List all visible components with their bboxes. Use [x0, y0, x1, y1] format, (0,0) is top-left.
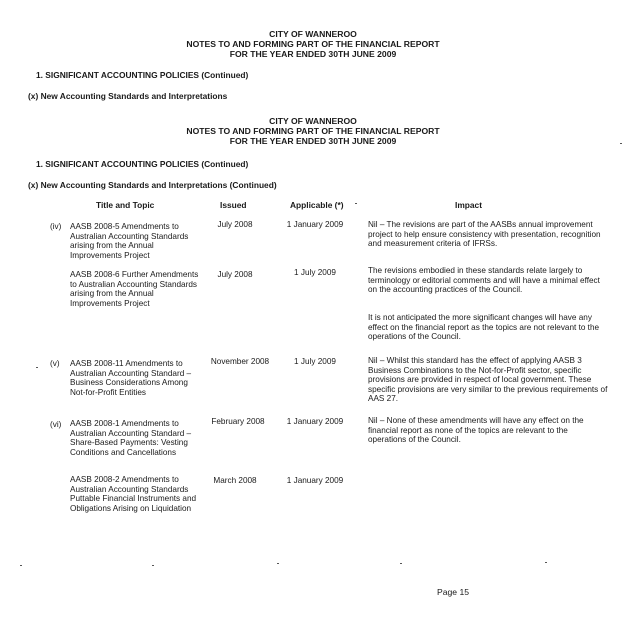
scan-speck	[620, 143, 622, 144]
row-applicable: 1 July 2009	[294, 357, 336, 366]
section-heading-1: 1. SIGNIFICANT ACCOUNTING POLICIES (Continued)	[36, 70, 249, 80]
section-subheading-2: (x) New Accounting Standards and Interpretations (Continued)	[28, 180, 277, 190]
page-header-2	[0, 116, 626, 146]
header-subtitle: NOTES TO AND FORMING PART OF THE FINANCIAL REPORT	[186, 126, 440, 136]
row-title: AASB 2008-1 Amendments to Australian Accounting Standard – Share-Based Payments: Vesting Conditions and Cancellations	[70, 419, 192, 457]
section-subheading-1: (x) New Accounting Standards and Interpretations	[28, 91, 228, 101]
scan-speck	[36, 367, 38, 368]
scan-speck	[545, 562, 547, 563]
row-impact: Nil – Whilst this standard has the effect of applying AASB 3 Business Combinations to the Not-for-Profit sector, specific provisions are provided in respect of local government. These specific provisions are very similar to the previous requirements of AAS 27.	[368, 356, 608, 404]
section-heading-2: 1. SIGNIFICANT ACCOUNTING POLICIES (Continued)	[36, 159, 249, 169]
row-impact: Nil – The revisions are part of the AASBs annual improvement project to help ensure consistency with presentation, recognition and measurement criteria of IFRSs.	[368, 220, 601, 249]
row-applicable: 1 January 2009	[286, 417, 344, 426]
header-subtitle: NOTES TO AND FORMING PART OF THE FINANCIAL REPORT	[186, 39, 440, 49]
scan-speck	[152, 565, 154, 566]
row-impact-note: It is not anticipated the more significant changes will have any effect on the financial report as the topics are not relevant to the operations of the Council.	[368, 313, 600, 342]
column-header-applicable: Applicable (*)	[290, 200, 344, 210]
scan-speck	[20, 565, 22, 566]
row-number: (v)	[50, 359, 60, 368]
column-header-title: Title and Topic	[96, 200, 155, 210]
header-period: FOR THE YEAR ENDED 30TH JUNE 2009	[229, 49, 397, 59]
row-issued: February 2008	[211, 417, 265, 426]
header-period: FOR THE YEAR ENDED 30TH JUNE 2009	[229, 136, 397, 146]
row-applicable: 1 July 2009	[294, 268, 336, 277]
header-title: CITY OF WANNEROO	[269, 116, 357, 126]
row-number: (vi)	[50, 420, 62, 429]
row-issued: March 2008	[213, 476, 257, 485]
row-title: AASB 2008-5 Amendments to Australian Accounting Standards arising from the Annual Improvements Project	[70, 222, 189, 260]
row-issued: November 2008	[210, 357, 270, 366]
row-applicable: 1 January 2009	[286, 220, 344, 229]
column-header-issued: Issued	[220, 200, 247, 210]
row-impact: The revisions embodied in these standards relate largely to terminology or editorial comments and will have a minimal effect on the accounting practices of the Council.	[368, 266, 600, 295]
row-issued: July 2008	[217, 220, 253, 229]
row-title: AASB 2008-6 Further Amendments to Australian Accounting Standards arising from the Annual Improvements Project	[70, 270, 199, 308]
row-issued: July 2008	[217, 270, 253, 279]
scan-speck	[400, 563, 402, 564]
row-impact: Nil – None of these amendments will have any effect on the financial report as none of the topics are relevant to the operations of the Council.	[368, 416, 584, 445]
scan-speck	[355, 203, 357, 204]
scan-speck	[277, 563, 279, 564]
row-title: AASB 2008-2 Amendments to Australian Accounting Standards Puttable Financial Instruments and Obligations Arising on Liquidation	[70, 475, 197, 513]
row-applicable: 1 January 2009	[286, 476, 344, 485]
page-header-1	[0, 29, 626, 59]
page-number: Page 15	[437, 587, 470, 597]
column-header-impact: Impact	[455, 200, 482, 210]
row-title: AASB 2008-11 Amendments to Australian Accounting Standard – Business Considerations Among Not-for-Profit Entities	[70, 359, 192, 397]
header-title: CITY OF WANNEROO	[269, 29, 357, 39]
row-number: (iv)	[50, 222, 62, 231]
